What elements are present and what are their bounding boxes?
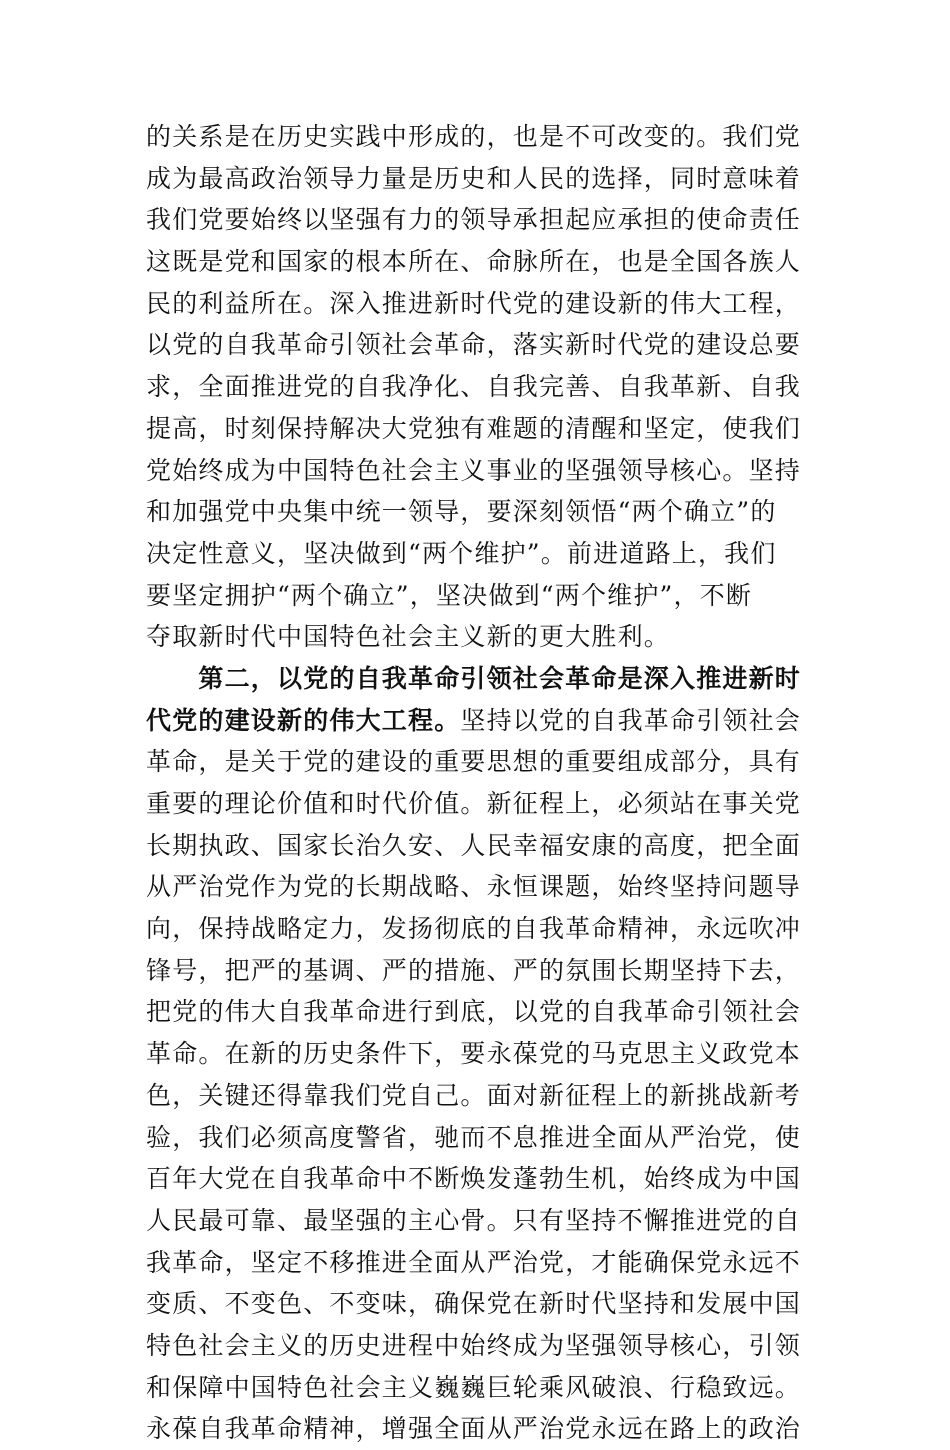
text-line	[146, 450, 806, 492]
text-run: 百年大党在自我革命中不断焕发蓬勃生机，始终成为中国	[146, 1164, 802, 1194]
text-run: 要坚定拥护“两个确立”，坚决做到“两个维护”，不断	[146, 580, 753, 610]
text-run: 特色社会主义的历史进程中始终成为坚强领导核心，引领	[146, 1330, 802, 1360]
text-line	[146, 950, 806, 992]
text-run: 人民最可靠、最坚强的主心骨。只有坚持不懈推进党的自	[146, 1205, 802, 1235]
text-line	[146, 616, 806, 658]
text-line	[146, 866, 806, 908]
text-run: 决定性意义，坚决做到“两个维护”。前进道路上，我们	[146, 538, 777, 568]
text-line	[146, 575, 806, 617]
body-text	[146, 116, 806, 1450]
text-run: 求，全面推进党的自我净化、自我完善、自我革新、自我	[146, 372, 802, 402]
text-run: 从严治党作为党的长期战略、永恒课题，始终坚持问题导	[146, 872, 802, 902]
text-run: 这既是党和国家的根本所在、命脉所在，也是全国各族人	[146, 247, 802, 277]
text-line	[146, 1200, 806, 1242]
text-line	[146, 1158, 806, 1200]
text-line	[146, 1408, 806, 1450]
text-line	[146, 700, 806, 742]
text-run: 我革命，坚定不移推进全面从严治党，才能确保党永远不	[146, 1247, 802, 1277]
text-line	[146, 658, 806, 700]
text-run: 民的利益所在。深入推进新时代党的建设新的伟大工程，	[146, 288, 802, 318]
text-run: 验，我们必须高度警省，驰而不息推进全面从严治党，使	[146, 1122, 802, 1152]
text-run: 革命。在新的历史条件下，要永葆党的马克思主义政党本	[146, 1039, 802, 1069]
text-run: 重要的理论价值和时代价值。新征程上，必须站在事关党	[146, 789, 802, 818]
text-line	[146, 366, 806, 408]
text-line	[146, 116, 806, 158]
text-line	[146, 1033, 806, 1075]
text-run: 永葆自我革命精神，增强全面从严治党永远在路上的政治	[146, 1414, 802, 1444]
text-run: 把党的伟大自我革命进行到底，以党的自我革命引领社会	[146, 997, 802, 1027]
text-run: 锋号，把严的基调、严的措施、严的氛围长期坚持下去，	[146, 955, 802, 985]
text-line	[146, 408, 806, 450]
text-line	[146, 908, 806, 950]
text-line	[146, 741, 806, 783]
text-line	[146, 1075, 806, 1117]
text-run: 的关系是在历史实践中形成的，也是不可改变的。我们党	[146, 122, 802, 151]
text-line	[146, 783, 806, 825]
text-line	[146, 283, 806, 325]
text-line	[146, 1367, 806, 1409]
text-run: 变质、不变色、不变味，确保党在新时代坚持和发展中国	[146, 1289, 802, 1319]
text-run: 以党的自我革命引领社会革命，落实新时代党的建设总要	[146, 330, 802, 360]
text-run: 向，保持战略定力，发扬彻底的自我革命精神，永远吹冲	[146, 914, 802, 944]
text-line	[146, 991, 806, 1033]
text-run: 成为最高政治领导力量是历史和人民的选择，同时意味着	[146, 163, 802, 193]
text-run: 和加强党中央集中统一领导，要深刻领悟“两个确立”的	[146, 497, 777, 527]
text-line	[146, 241, 806, 283]
text-line	[146, 491, 806, 533]
text-run: 长期执政、国家长治久安、人民幸福安康的高度，把全面	[146, 830, 802, 860]
text-run: 和保障中国特色社会主义巍巍巨轮乘风破浪、行稳致远。	[146, 1372, 802, 1402]
text-line	[146, 825, 806, 867]
text-run: 我们党要始终以坚强有力的领导承担起应承担的使命责任	[146, 205, 802, 235]
text-run: 坚持以党的自我革命引领社会	[460, 705, 802, 735]
text-run: 夺取新时代中国特色社会主义新的更大胜利。	[146, 622, 671, 652]
text-line	[146, 324, 806, 366]
text-run: 提高，时刻保持解决大党独有难题的清醒和坚定，使我们	[146, 413, 802, 443]
text-line	[146, 1325, 806, 1367]
text-line	[146, 533, 806, 575]
text-line	[146, 199, 806, 241]
text-line	[146, 158, 806, 200]
text-line	[146, 1242, 806, 1284]
bold-text-run: 第二，以党的自我革命引领社会革命是深入推进新时	[146, 663, 802, 693]
text-run: 革命，是关于党的建设的重要思想的重要组成部分，具有	[146, 747, 802, 777]
text-line	[146, 1283, 806, 1325]
text-run: 党始终成为中国特色社会主义事业的坚强领导核心。坚持	[146, 455, 802, 485]
text-line	[146, 1117, 806, 1159]
text-run: 色，关键还得靠我们党自己。面对新征程上的新挑战新考	[146, 1080, 802, 1110]
bold-text-run: 代党的建设新的伟大工程。	[146, 705, 461, 735]
